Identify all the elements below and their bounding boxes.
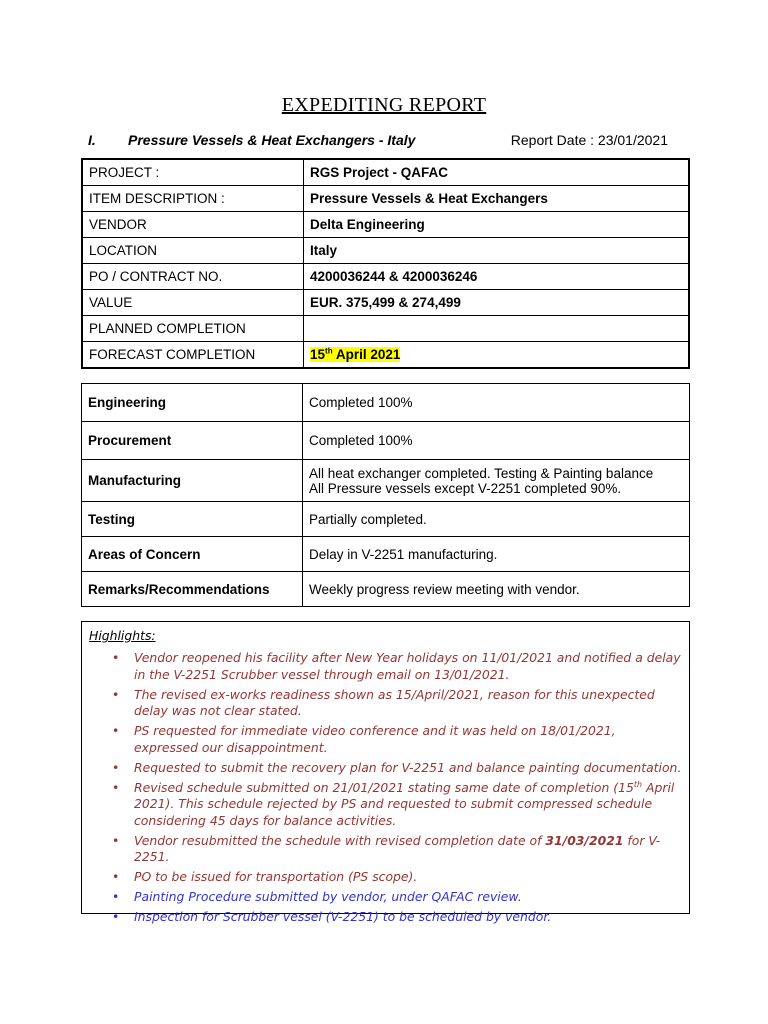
testing-value: Partially completed. — [303, 502, 690, 537]
manufacturing-value — [303, 460, 690, 502]
bullet-icon: • — [112, 832, 120, 848]
areas-of-concern-label: Areas of Concern — [82, 537, 303, 572]
po-contract-label: PO / CONTRACT NO. — [82, 264, 304, 290]
procurement-value: Completed 100% — [303, 422, 690, 460]
value-value: EUR. 375,499 & 274,499 — [304, 290, 690, 316]
bullet-icon: • — [112, 650, 120, 665]
list-item-text: Vendor reopened his facility after New Year holidays on 11/01/2021 and notified a delay in the V-2251 Scrubber vessel through email on 13/01/2021. — [134, 650, 681, 682]
remarks-value: Weekly progress review meeting with vendor. — [303, 572, 690, 607]
table-row — [82, 316, 689, 342]
value-label: VALUE — [82, 290, 304, 316]
list-item — [82, 909, 682, 926]
procurement-label: Procurement — [82, 422, 303, 460]
location-label: LOCATION — [82, 238, 304, 264]
section-heading: Pressure Vessels & Heat Exchangers - Italy — [128, 132, 416, 148]
project-label: PROJECT : — [82, 159, 304, 186]
remarks-label: Remarks/Recommendations — [82, 572, 303, 607]
table-row — [82, 384, 690, 422]
manufacturing-label: Manufacturing — [82, 460, 303, 502]
forecast-completion-label: FORECAST COMPLETION — [82, 342, 304, 369]
planned-completion-value — [304, 316, 690, 342]
table-row — [82, 264, 689, 290]
list-item-text: PO to be issued for transportation (PS scope). — [134, 869, 418, 884]
table-row — [82, 290, 689, 316]
table-row — [82, 212, 689, 238]
list-item-text: Vendor resubmitted the schedule with revised completion date of — [134, 832, 546, 848]
bullet-icon: • — [112, 909, 120, 924]
engineering-value: Completed 100% — [303, 384, 690, 422]
vendor-value: Delta Engineering — [304, 212, 690, 238]
table-row — [82, 238, 689, 264]
bullet-icon: • — [112, 889, 120, 904]
list-item — [82, 833, 682, 866]
bullet-icon: • — [112, 686, 120, 702]
bullet-icon: • — [112, 869, 120, 884]
report-title: EXPEDITING REPORT — [281, 94, 487, 116]
list-item — [82, 687, 682, 720]
list-item — [82, 869, 682, 886]
areas-of-concern-value: Delay in V-2251 manufacturing. — [303, 537, 690, 572]
manufacturing-line-1: All heat exchanger completed. Testing & Painting balance — [309, 465, 654, 481]
table-row — [82, 572, 690, 607]
table-row — [82, 502, 690, 537]
forecast-day: 15 — [310, 347, 326, 362]
list-item — [82, 889, 682, 906]
list-item — [82, 780, 682, 830]
po-contract-value: 4200036244 & 4200036246 — [304, 264, 690, 290]
project-info-table — [81, 158, 690, 369]
list-item — [82, 760, 682, 777]
list-item-text: Revised schedule submitted on 21/01/2021 stating same date of completion (15 — [134, 779, 634, 795]
table-row — [82, 537, 690, 572]
manufacturing-line-2: All Pressure vessels except V-2251 completed 90%. — [309, 480, 622, 496]
list-item-sup: th — [633, 779, 643, 789]
vendor-label: VENDOR — [82, 212, 304, 238]
list-item — [82, 723, 682, 756]
bullet-icon: • — [112, 759, 120, 775]
report-date: Report Date : 23/01/2021 — [510, 132, 668, 148]
table-row — [82, 460, 690, 502]
bullet-icon: • — [112, 779, 120, 795]
project-value: RGS Project - QAFAC — [304, 159, 690, 186]
item-description-value: Pressure Vessels & Heat Exchangers — [304, 186, 690, 212]
list-item-text: PS requested for immediate video conference and it was held on 18/01/2021, expressed our disappointment. — [134, 723, 616, 755]
planned-completion-label: PLANNED COMPLETION — [82, 316, 304, 342]
section-header — [88, 132, 678, 152]
forecast-date-highlight — [310, 347, 400, 362]
list-item-text: Inspection for Scrubber vessel (V-2251) to be scheduled by vendor. — [134, 909, 552, 924]
forecast-completion-value — [304, 342, 690, 369]
highlights-header: Highlights: — [89, 628, 156, 643]
item-description-label: ITEM DESCRIPTION : — [82, 186, 304, 212]
forecast-month-year: April 2021 — [332, 347, 401, 362]
bullet-icon: • — [112, 723, 120, 738]
engineering-label: Engineering — [82, 384, 303, 422]
list-item-text: Painting Procedure submitted by vendor, under QAFAC review. — [134, 889, 522, 904]
highlights-box — [81, 621, 690, 924]
table-row — [82, 422, 690, 460]
list-item-text: for V-2251. — [134, 832, 661, 864]
list-item — [82, 650, 682, 683]
location-value: Italy — [304, 238, 690, 264]
section-number: I. — [88, 132, 96, 148]
list-item-text: The revised ex-works readiness shown as 15/April/2021, reason for this unexpected delay was not clear stated. — [134, 686, 655, 718]
list-item-bold-date: 31/03/2021 — [545, 832, 624, 848]
table-row — [82, 186, 689, 212]
highlights-list — [82, 650, 682, 929]
testing-label: Testing — [82, 502, 303, 537]
table-row — [82, 342, 689, 369]
status-table — [81, 383, 690, 607]
forecast-day-suffix: th — [325, 346, 333, 356]
table-row — [82, 159, 689, 186]
list-item-text: April 2021). This schedule rejected by PS and requested to submit compressed schedule considering 45 days for balance activities. — [134, 779, 675, 828]
list-item-text: Requested to submit the recovery plan for V-2251 and balance painting documentation. — [134, 759, 682, 775]
